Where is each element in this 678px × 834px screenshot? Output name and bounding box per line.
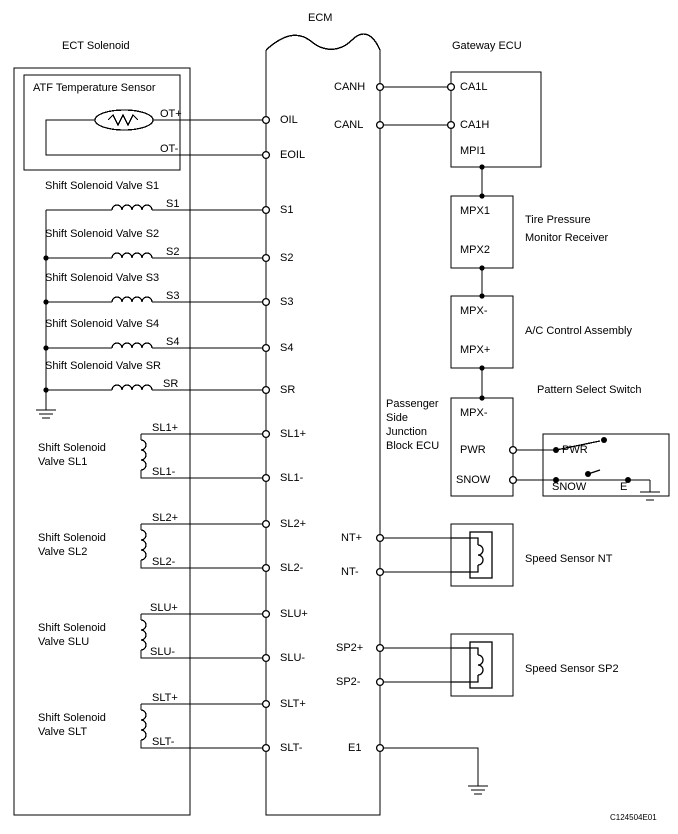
ecm-terminal-sl1-minus: SL1- (280, 472, 304, 484)
caption-shift-solenoid-sl1-line1: Shift Solenoid (38, 442, 106, 454)
ecm-terminal-slt-plus: SLT+ (280, 698, 306, 710)
junction-pin-pwr: PWR (460, 444, 486, 456)
ecm-title: ECM (308, 12, 333, 24)
gateway-ecu-title: Gateway ECU (452, 40, 522, 52)
junction-title-line4: Block ECU (386, 440, 440, 452)
ecm-terminal-sr: SR (280, 384, 296, 396)
ecm-terminal-sl2-plus: SL2+ (280, 518, 306, 530)
caption-shift-solenoid-slt-line1: Shift Solenoid (38, 712, 106, 724)
caption-shift-solenoid-s1: Shift Solenoid Valve S1 (45, 180, 160, 192)
caption-shift-solenoid-slt-line2: Valve SLT (38, 726, 88, 738)
gateway-pin-ca1l: CA1L (460, 81, 488, 93)
ecm-terminal-nt-minus: NT- (341, 566, 359, 578)
ecm-terminal-slu-plus: SLU+ (280, 608, 308, 620)
ecm-terminal-canh: CANH (334, 81, 366, 93)
ecm-terminal-oil: OIL (280, 114, 298, 126)
ecm-terminal-s3: S3 (280, 296, 294, 308)
ect-solenoid-title: ECT Solenoid (62, 40, 130, 52)
ecm-terminal-s1: S1 (280, 204, 294, 216)
pattern-switch-label-pwr: PWR (562, 444, 588, 456)
ecm-terminal-s4: S4 (280, 342, 294, 354)
pin-label-s4: S4 (166, 336, 180, 348)
ecm-terminal-eoil: EOIL (280, 149, 306, 161)
ecm-terminal-slt-minus: SLT- (280, 742, 303, 754)
caption-shift-solenoid-sr: Shift Solenoid Valve SR (45, 360, 161, 372)
ecm-terminal-slu-minus: SLU- (280, 652, 306, 664)
ac-pin-mpx-plus: MPX+ (460, 344, 491, 356)
ac-pin-mpx-minus: MPX- (460, 305, 488, 317)
pin-label-ot-plus: OT+ (160, 108, 182, 120)
pattern-switch-label-e: E (620, 481, 628, 493)
pin-label-slu-minus: SLU- (150, 646, 176, 658)
gateway-pin-mpi1: MPI1 (460, 145, 486, 157)
tpms-pin-mpx1: MPX1 (460, 205, 490, 217)
pin-label-slt-minus: SLT- (152, 736, 175, 748)
caption-shift-solenoid-s2: Shift Solenoid Valve S2 (45, 228, 160, 240)
caption-shift-solenoid-sl1-line2: Valve SL1 (38, 456, 88, 468)
ecm-terminal-sl2-minus: SL2- (280, 562, 304, 574)
pin-label-s1: S1 (166, 198, 180, 210)
figure-id-code: C124504E01 (610, 813, 657, 822)
pin-label-ot-minus: OT- (160, 143, 179, 155)
pattern-switch-label-snow: SNOW (552, 481, 587, 493)
ecm-terminal-s2: S2 (280, 252, 294, 264)
pin-label-sl2-minus: SL2- (152, 556, 176, 568)
gateway-pin-ca1h: CA1H (460, 119, 490, 131)
caption-shift-solenoid-slu-line1: Shift Solenoid (38, 622, 106, 634)
pin-label-slu-plus: SLU+ (150, 602, 178, 614)
ecm-terminal-sp2-plus: SP2+ (336, 642, 364, 654)
caption-shift-solenoid-sl2-line1: Shift Solenoid (38, 532, 106, 544)
pin-label-slt-plus: SLT+ (152, 692, 178, 704)
junction-pin-mpx-minus: MPX- (460, 407, 488, 419)
atf-sensor-header: ATF Temperature Sensor (33, 82, 156, 94)
tpms-title-line2: Monitor Receiver (525, 232, 609, 244)
pin-label-s2: S2 (166, 246, 180, 258)
caption-shift-solenoid-sl2-line2: Valve SL2 (38, 546, 88, 558)
pin-label-sl1-plus: SL1+ (152, 422, 178, 434)
ecm-terminal-sl1-plus: SL1+ (280, 428, 306, 440)
caption-shift-solenoid-slu-line2: Valve SLU (38, 636, 90, 648)
pattern-switch-title: Pattern Select Switch (537, 384, 642, 396)
tpms-pin-mpx2: MPX2 (460, 244, 490, 256)
caption-shift-solenoid-s3: Shift Solenoid Valve S3 (45, 272, 160, 284)
ecm-terminal-e1: E1 (348, 742, 362, 754)
ac-control-title: A/C Control Assembly (525, 325, 632, 337)
pin-label-sl2-plus: SL2+ (152, 512, 178, 524)
junction-pin-snow: SNOW (456, 474, 491, 486)
ecm-terminal-nt-plus: NT+ (341, 532, 363, 544)
pin-label-sr: SR (163, 378, 179, 390)
pin-label-sl1-minus: SL1- (152, 466, 176, 478)
tpms-title-line1: Tire Pressure (525, 214, 591, 226)
speed-sensor-sp2-title: Speed Sensor SP2 (525, 663, 619, 675)
junction-title-line1: Passenger (386, 398, 439, 410)
ecm-terminal-sp2-minus: SP2- (336, 676, 361, 688)
caption-shift-solenoid-s4: Shift Solenoid Valve S4 (45, 318, 160, 330)
junction-title-line3: Junction (386, 426, 427, 438)
pin-label-s3: S3 (166, 290, 180, 302)
ecm-terminal-canl: CANL (334, 119, 364, 131)
speed-sensor-nt-title: Speed Sensor NT (525, 553, 613, 565)
junction-title-line2: Side (386, 412, 409, 424)
